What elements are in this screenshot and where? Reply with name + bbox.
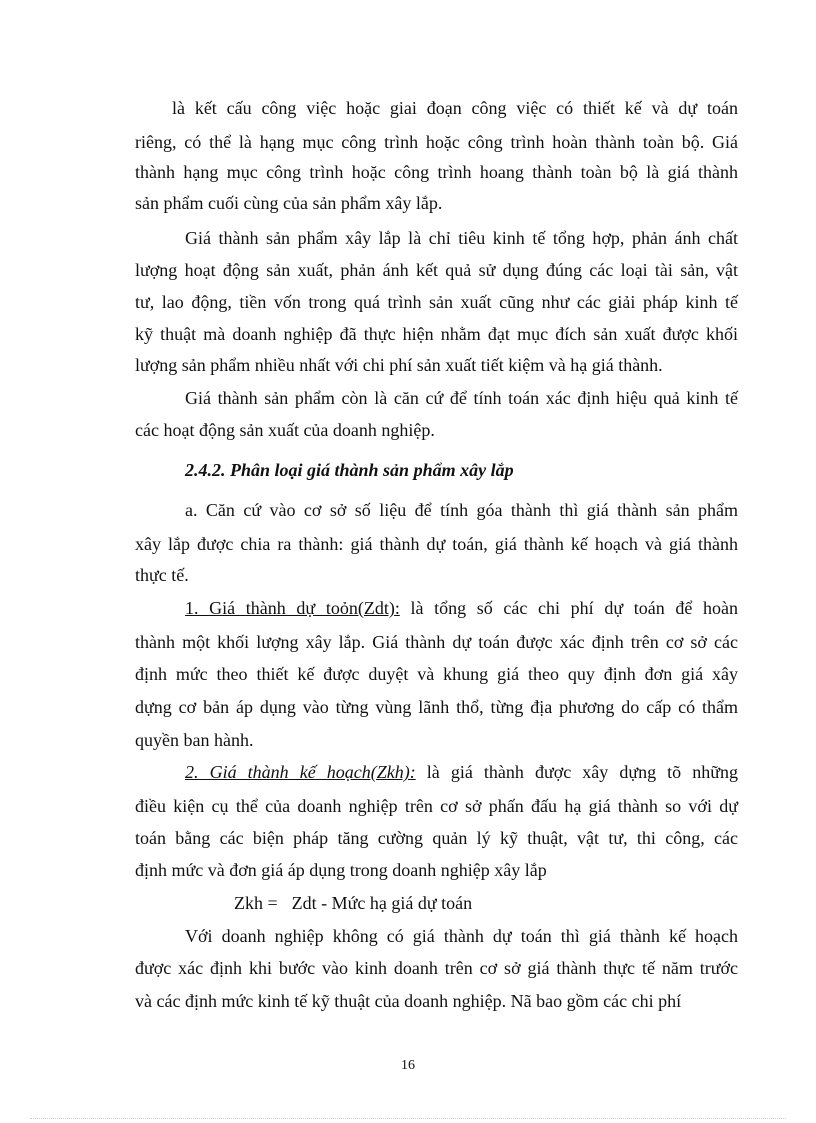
text-line: lượng sản phẩm nhiều nhất với chi phí sản xuất tiết kiệm và hạ giá thành. bbox=[135, 355, 663, 375]
text-line: quyền ban hành. bbox=[135, 730, 254, 750]
text-line bbox=[185, 762, 738, 782]
text-line: dựng cơ bản áp dụng vào từng vùng lãnh thổ, từng địa phương do cấp có thẩm bbox=[135, 697, 738, 717]
text-line: xây lắp được chia ra thành: giá thành dự toán, giá thành kế hoạch và giá thành bbox=[135, 534, 738, 554]
text-line: Giá thành sản phẩm còn là căn cứ để tính toán xác định hiệu quả kinh tế bbox=[185, 388, 738, 408]
page-bottom-divider bbox=[30, 1118, 786, 1119]
text-line: tư, lao động, tiền vốn trong quá trình sản xuất cũng như các giải pháp kinh tế bbox=[135, 292, 738, 312]
text-line: toán bằng các biện pháp tăng cường quản lý kỹ thuật, vật tư, thi công, các bbox=[135, 828, 738, 848]
term-label: 1. Giá thành dự toỏn(Zdt): bbox=[185, 598, 400, 618]
text-line: thành hạng mục công trình hoặc công trình hoang thành toàn bộ là giá thành bbox=[135, 162, 738, 182]
formula-lhs: Zkh = bbox=[234, 893, 278, 913]
page-number: 16 bbox=[401, 1058, 415, 1073]
text-line: được xác định khi bước vào kinh doanh trên cơ sở giá thành thực tế năm trước bbox=[135, 958, 738, 978]
text-line: là kết cấu công việc hoặc giai đoạn công việc có thiết kế và dự toán bbox=[172, 98, 738, 118]
text-line bbox=[185, 598, 738, 618]
term-label: 2. Giá thành kế hoạch(Zkh): bbox=[185, 762, 416, 782]
text-line: thành một khối lượng xây lắp. Giá thành dự toán được xác định trên cơ sở các bbox=[135, 632, 738, 652]
text-line: định mức theo thiết kế được duyệt và khung giá theo quy định đơn giá xây bbox=[135, 664, 738, 684]
text-line: riêng, có thể là hạng mục công trình hoặc công trình hoàn thành toàn bộ. Giá bbox=[135, 132, 738, 152]
text-line: điều kiện cụ thể của doanh nghiệp trên cơ sở phấn đấu hạ giá thành so với dự bbox=[135, 796, 738, 816]
text-line: kỹ thuật mà doanh nghiệp đã thực hiện nhằm đạt mục đích sản xuất được khối bbox=[135, 324, 738, 344]
text-line: Với doanh nghiệp không có giá thành dự toán thì giá thành kế hoạch bbox=[185, 926, 738, 946]
text-line: thực tế. bbox=[135, 565, 189, 585]
text-run: là tổng số các chi phí dự toán để hoàn bbox=[399, 598, 738, 618]
text-line: lượng hoạt động sản xuất, phản ánh kết quả sử dụng đúng các loại tài sản, vật bbox=[135, 260, 738, 280]
text-line: a. Căn cứ vào cơ sở số liệu để tính góa thành thì giá thành sản phẩm bbox=[185, 500, 738, 520]
section-heading: 2.4.2. Phân loại giá thành sản phẩm xây lắp bbox=[185, 460, 514, 480]
text-line: các hoạt động sản xuất của doanh nghiệp. bbox=[135, 420, 435, 440]
formula bbox=[234, 893, 472, 913]
text-line: Giá thành sản phẩm xây lắp là chỉ tiêu kinh tế tổng hợp, phản ánh chất bbox=[185, 228, 738, 248]
text-line: sản phẩm cuối cùng của sản phẩm xây lắp. bbox=[135, 193, 443, 213]
text-run: là giá thành được xây dựng tõ những bbox=[415, 762, 738, 782]
formula-rhs: Zdt - Mức hạ giá dự toán bbox=[291, 893, 473, 913]
text-line: và các định mức kinh tế kỹ thuật của doanh nghiệp. Nã bao gồm các chi phí bbox=[135, 991, 682, 1011]
text-line: định mức và đơn giá áp dụng trong doanh nghiệp xây lắp bbox=[135, 860, 547, 880]
